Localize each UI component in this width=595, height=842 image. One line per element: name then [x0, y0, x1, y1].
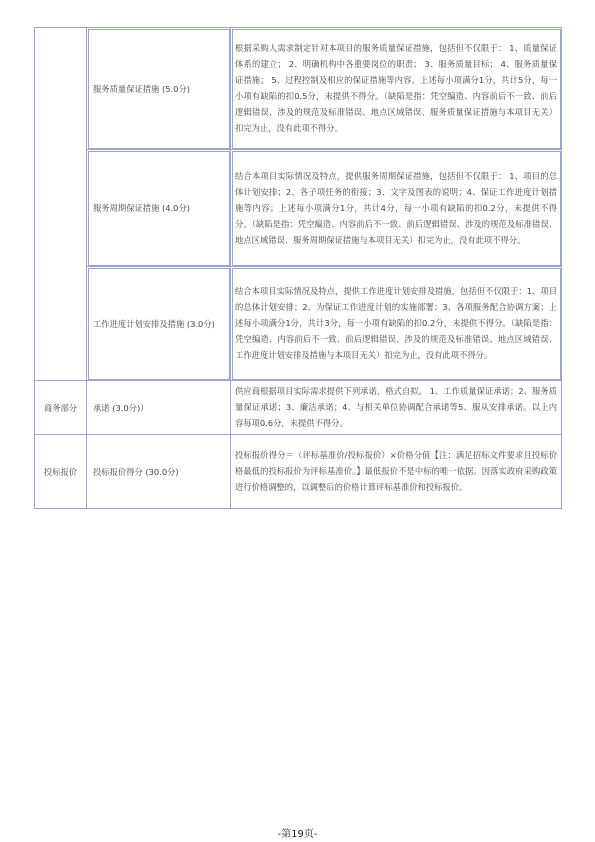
item-description-cell: 结合本项目实际情况及特点，提供服务周期保证措施，包括但不仅限于： 1、项目的总体计划安排；2、各子项任务的衔接；3、文字及图表的说明；4、保证工作进度计划措施等内容；上述每小项满分1分，共计4分，每一小项有缺陷的扣0.2分，未提供不得分。（缺陷是指：凭空编造、内容前后不一致、前后逻辑错误、涉及的规范及标准错误、地点区域错误、服务周期保证措施与本项目无关）扣完为止，没有此项不得分。	[231, 150, 562, 267]
item-description-cell: 投标报价得分＝（评标基准价/投标报价）×价格分值【注：满足招标文件要求且投标价格最低的投标报价为评标基准价。】最低报价不是中标的唯一依据。因落实政府采购政策进行价格调整的，以调整后的价格计算评标基准价和投标报价。	[231, 435, 562, 509]
scoring-table	[34, 27, 562, 509]
item-description-cell: 结合本项目实际情况及特点，提供工作进度计划安排及措施，包括但不仅限于：1、项目的总体计划安排；2、为保证工作进度计划的实施部署；3、各项服务配合协调方案；上述每小项满分1分，共计3分，每一小项有缺陷的扣0.2分，未提供不得分。（缺陷是指：凭空编造、内容前后不一致、前后逻辑错误、涉及的规范及标准错误、地点区域错误、工作进度计划安排及措施与本项目无关）扣完为止，没有此项不得分。	[231, 267, 562, 381]
table-row	[35, 267, 562, 381]
item-name-cell: 服务周期保证措施 (4.0分)	[87, 150, 231, 267]
item-name-cell: 投标报价得分 (30.0分)	[87, 435, 231, 509]
table-row	[35, 150, 562, 267]
item-description-cell: 根据采购人需求制定针对本项目的服务质量保证措施，包括但不仅限于： 1、质量保证体系的建立； 2、明确机构中各重要岗位的职责； 3、服务质量目标； 4、服务质量保证措施； 5、过程控制及相应的保证措施等内容。上述每小项满分1分，共计5分，每一小项有缺陷的扣0.5分，未提供不得分。（缺陷是指：凭空编造、内容前后不一致、前后逻辑错误、涉及的规范及标准错误、地点区域错误、服务质量保证措施与本项目无关）扣完为止，没有此项不得分。	[231, 28, 562, 150]
table-row	[35, 28, 562, 150]
table-row	[35, 381, 562, 435]
page-number: -第19页-	[277, 829, 318, 840]
item-name-cell: 承诺 (3.0分)）	[87, 381, 231, 435]
category-cell: 投标报价	[35, 435, 87, 509]
table-row	[35, 435, 562, 509]
item-description-cell: 供应商根据项目实际需求提供下列承诺，格式自拟。 1、工作质量保证承诺；2、服务质量保证承诺；3、廉洁承诺；4、与相关单位协调配合承诺等5、服从安排承诺。以上内容每项0.6分，未提供不得分。	[231, 381, 562, 435]
item-name-cell: 服务质量保证措施 (5.0分)	[87, 28, 231, 150]
category-cell: 商务部分	[35, 381, 87, 435]
category-cell	[35, 28, 87, 381]
item-name-cell: 工作进度计划安排及措施 (3.0分)	[87, 267, 231, 381]
